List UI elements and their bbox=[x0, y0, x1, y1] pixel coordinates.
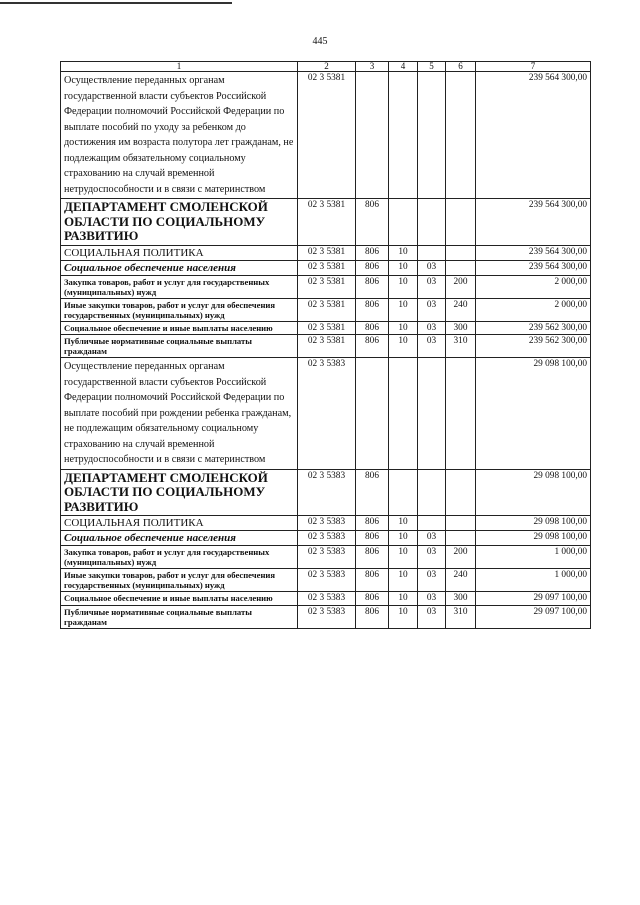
cell-rz: 10 bbox=[389, 335, 418, 358]
cell-pr bbox=[418, 245, 446, 260]
cell-sum: 29 097 100,00 bbox=[476, 605, 591, 628]
cell-sum: 29 097 100,00 bbox=[476, 592, 591, 606]
cell-name: Социальное обеспечение населения bbox=[61, 531, 298, 546]
cell-pr: 03 bbox=[418, 298, 446, 321]
cell-name: Иные закупки товаров, работ и услуг для обеспечения государственных (муниципальных) нужд bbox=[61, 298, 298, 321]
cell-csr: 02 3 5383 bbox=[298, 546, 356, 569]
cell-pr: 03 bbox=[418, 546, 446, 569]
page-number: 445 bbox=[312, 36, 328, 47]
cell-csr: 02 3 5383 bbox=[298, 469, 356, 516]
cell-csr: 02 3 5381 bbox=[298, 298, 356, 321]
cell-name: Публичные нормативные социальные выплаты гражданам bbox=[61, 605, 298, 628]
table-row bbox=[61, 199, 591, 246]
cell-sum: 239 564 300,00 bbox=[476, 245, 591, 260]
cell-grbs: 806 bbox=[356, 335, 389, 358]
cell-grbs: 806 bbox=[356, 199, 389, 246]
cell-csr: 02 3 5381 bbox=[298, 275, 356, 298]
cell-csr: 02 3 5381 bbox=[298, 245, 356, 260]
cell-vr: 300 bbox=[446, 592, 476, 606]
table-row bbox=[61, 569, 591, 592]
cell-sum: 239 564 300,00 bbox=[476, 199, 591, 246]
table-row bbox=[61, 260, 591, 275]
table-row bbox=[61, 245, 591, 260]
cell-rz bbox=[389, 469, 418, 516]
table-row bbox=[61, 516, 591, 531]
table-row bbox=[61, 275, 591, 298]
cell-csr: 02 3 5383 bbox=[298, 605, 356, 628]
cell-grbs: 806 bbox=[356, 516, 389, 531]
cell-pr: 03 bbox=[418, 260, 446, 275]
cell-grbs bbox=[356, 358, 389, 470]
cell-name: Осуществление переданных органам государственной власти субъектов Российской Федерации полномочий Российской Федерации по выплате пособий при рождении ребенка гражданам, не подлежащим обязательному социальному страхованию на случай временной нетрудоспособности и в связи с материнством bbox=[61, 358, 298, 470]
cell-pr: 03 bbox=[418, 531, 446, 546]
cell-rz bbox=[389, 199, 418, 246]
cell-pr bbox=[418, 469, 446, 516]
cell-grbs: 806 bbox=[356, 569, 389, 592]
cell-vr: 310 bbox=[446, 605, 476, 628]
cell-vr: 310 bbox=[446, 335, 476, 358]
cell-grbs bbox=[356, 72, 389, 199]
table-row bbox=[61, 298, 591, 321]
table-row bbox=[61, 72, 591, 199]
cell-rz: 10 bbox=[389, 592, 418, 606]
cell-csr: 02 3 5381 bbox=[298, 72, 356, 199]
cell-pr: 03 bbox=[418, 592, 446, 606]
cell-csr: 02 3 5383 bbox=[298, 569, 356, 592]
cell-grbs: 806 bbox=[356, 321, 389, 335]
cell-name: Иные закупки товаров, работ и услуг для обеспечения государственных (муниципальных) нужд bbox=[61, 569, 298, 592]
cell-vr bbox=[446, 199, 476, 246]
cell-vr bbox=[446, 516, 476, 531]
cell-grbs: 806 bbox=[356, 605, 389, 628]
cell-name: Закупка товаров, работ и услуг для государственных (муниципальных) нужд bbox=[61, 275, 298, 298]
cell-vr: 200 bbox=[446, 275, 476, 298]
cell-name: Публичные нормативные социальные выплаты гражданам bbox=[61, 335, 298, 358]
header-cell: 1 bbox=[61, 62, 298, 72]
cell-vr bbox=[446, 469, 476, 516]
table-row bbox=[61, 592, 591, 606]
cell-sum: 239 564 300,00 bbox=[476, 260, 591, 275]
cell-vr bbox=[446, 72, 476, 199]
cell-rz: 10 bbox=[389, 531, 418, 546]
cell-rz: 10 bbox=[389, 546, 418, 569]
cell-rz: 10 bbox=[389, 275, 418, 298]
cell-vr bbox=[446, 260, 476, 275]
cell-rz: 10 bbox=[389, 245, 418, 260]
table-row bbox=[61, 358, 591, 470]
header-cell: 7 bbox=[476, 62, 591, 72]
cell-pr bbox=[418, 199, 446, 246]
cell-rz bbox=[389, 358, 418, 470]
cell-name: Осуществление переданных органам государственной власти субъектов Российской Федерации полномочий Российской Федерации по выплате пособий по уходу за ребенком до достижения им возраста полутора лет гражданам, не подлежащим обязательному социальному страхованию на случай временной нетрудоспособности и в связи с материнством bbox=[61, 72, 298, 199]
table-row bbox=[61, 605, 591, 628]
cell-vr bbox=[446, 245, 476, 260]
cell-sum: 2 000,00 bbox=[476, 298, 591, 321]
scan-artifact-line bbox=[0, 2, 232, 4]
cell-grbs: 806 bbox=[356, 531, 389, 546]
cell-name: Социальное обеспечение населения bbox=[61, 260, 298, 275]
cell-name: СОЦИАЛЬНАЯ ПОЛИТИКА bbox=[61, 245, 298, 260]
cell-sum: 29 098 100,00 bbox=[476, 531, 591, 546]
cell-sum: 2 000,00 bbox=[476, 275, 591, 298]
header-cell: 2 bbox=[298, 62, 356, 72]
cell-sum: 239 562 300,00 bbox=[476, 335, 591, 358]
cell-sum: 239 562 300,00 bbox=[476, 321, 591, 335]
cell-grbs: 806 bbox=[356, 469, 389, 516]
cell-grbs: 806 bbox=[356, 275, 389, 298]
cell-pr: 03 bbox=[418, 605, 446, 628]
cell-csr: 02 3 5381 bbox=[298, 321, 356, 335]
cell-csr: 02 3 5383 bbox=[298, 592, 356, 606]
cell-grbs: 806 bbox=[356, 592, 389, 606]
cell-vr bbox=[446, 358, 476, 470]
cell-csr: 02 3 5381 bbox=[298, 199, 356, 246]
cell-grbs: 806 bbox=[356, 245, 389, 260]
cell-name: Социальное обеспечение и иные выплаты населению bbox=[61, 592, 298, 606]
cell-pr bbox=[418, 72, 446, 199]
budget-table bbox=[60, 61, 591, 629]
table-row bbox=[61, 335, 591, 358]
cell-vr: 240 bbox=[446, 569, 476, 592]
cell-rz: 10 bbox=[389, 298, 418, 321]
cell-csr: 02 3 5383 bbox=[298, 358, 356, 470]
header-row bbox=[61, 62, 591, 72]
cell-csr: 02 3 5383 bbox=[298, 531, 356, 546]
cell-name: Социальное обеспечение и иные выплаты населению bbox=[61, 321, 298, 335]
cell-csr: 02 3 5381 bbox=[298, 335, 356, 358]
header-cell: 4 bbox=[389, 62, 418, 72]
cell-grbs: 806 bbox=[356, 546, 389, 569]
cell-rz: 10 bbox=[389, 321, 418, 335]
cell-rz: 10 bbox=[389, 605, 418, 628]
cell-rz: 10 bbox=[389, 569, 418, 592]
cell-grbs: 806 bbox=[356, 260, 389, 275]
cell-rz: 10 bbox=[389, 516, 418, 531]
cell-sum: 1 000,00 bbox=[476, 546, 591, 569]
table-row bbox=[61, 321, 591, 335]
cell-sum: 29 098 100,00 bbox=[476, 358, 591, 470]
cell-sum: 1 000,00 bbox=[476, 569, 591, 592]
cell-rz: 10 bbox=[389, 260, 418, 275]
cell-csr: 02 3 5383 bbox=[298, 516, 356, 531]
cell-grbs: 806 bbox=[356, 298, 389, 321]
cell-csr: 02 3 5381 bbox=[298, 260, 356, 275]
cell-vr: 300 bbox=[446, 321, 476, 335]
table-row bbox=[61, 546, 591, 569]
header-cell: 3 bbox=[356, 62, 389, 72]
cell-sum: 29 098 100,00 bbox=[476, 516, 591, 531]
table-row bbox=[61, 469, 591, 516]
cell-sum: 29 098 100,00 bbox=[476, 469, 591, 516]
cell-pr bbox=[418, 516, 446, 531]
cell-name: ДЕПАРТАМЕНТ СМОЛЕНСКОЙ ОБЛАСТИ ПО СОЦИАЛЬНОМУ РАЗВИТИЮ bbox=[61, 469, 298, 516]
cell-pr: 03 bbox=[418, 335, 446, 358]
cell-pr: 03 bbox=[418, 321, 446, 335]
cell-vr: 200 bbox=[446, 546, 476, 569]
cell-vr bbox=[446, 531, 476, 546]
cell-pr: 03 bbox=[418, 569, 446, 592]
header-cell: 5 bbox=[418, 62, 446, 72]
cell-rz bbox=[389, 72, 418, 199]
cell-vr: 240 bbox=[446, 298, 476, 321]
cell-pr: 03 bbox=[418, 275, 446, 298]
cell-pr bbox=[418, 358, 446, 470]
cell-name: СОЦИАЛЬНАЯ ПОЛИТИКА bbox=[61, 516, 298, 531]
cell-name: Закупка товаров, работ и услуг для государственных (муниципальных) нужд bbox=[61, 546, 298, 569]
cell-name: ДЕПАРТАМЕНТ СМОЛЕНСКОЙ ОБЛАСТИ ПО СОЦИАЛЬНОМУ РАЗВИТИЮ bbox=[61, 199, 298, 246]
header-cell: 6 bbox=[446, 62, 476, 72]
cell-sum: 239 564 300,00 bbox=[476, 72, 591, 199]
table-row bbox=[61, 531, 591, 546]
